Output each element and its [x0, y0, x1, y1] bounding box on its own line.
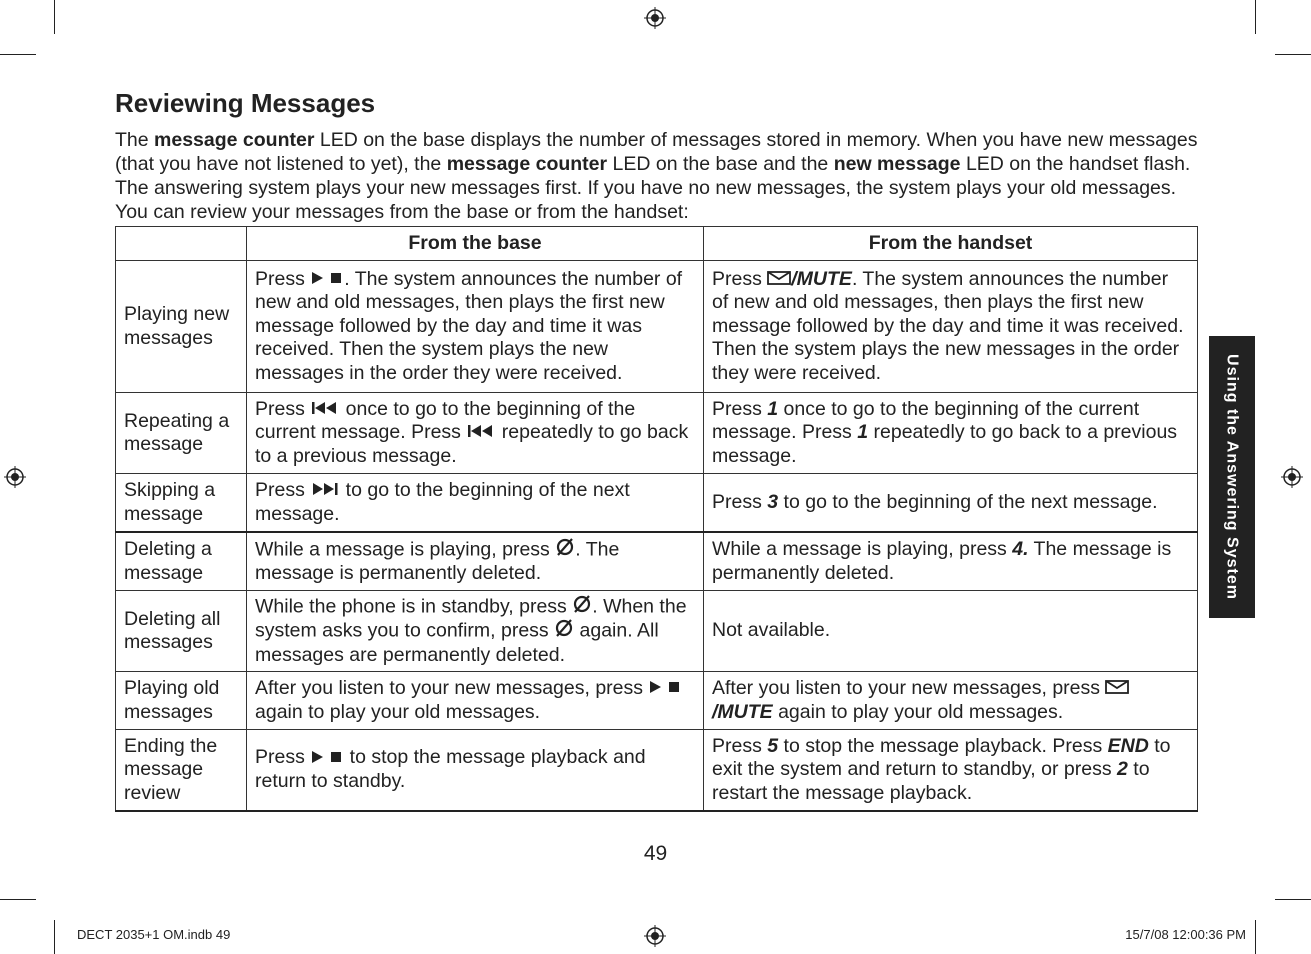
- cell-text: Press: [255, 746, 311, 769]
- key-label: 1: [767, 397, 779, 420]
- key-label: 4.: [1012, 538, 1029, 560]
- cell-text: Press: [712, 490, 768, 513]
- delete-icon: [555, 538, 575, 563]
- base-instructions: [247, 730, 704, 812]
- row-label: Ending the message review: [116, 730, 247, 812]
- row-label: Deleting all messages: [116, 591, 247, 672]
- cell-text: repeatedly to go back to a previous message.: [255, 421, 689, 467]
- footer-file: DECT 2035+1 OM.indb 49: [77, 927, 231, 942]
- crop-mark: [1255, 0, 1256, 34]
- crop-mark: [54, 0, 55, 34]
- cell-text: Press: [712, 397, 768, 420]
- delete-icon: [572, 595, 592, 620]
- cell-text: to go to the beginning of the next message.: [778, 490, 1158, 513]
- cell-text: . When the system asks you to confirm, press: [255, 595, 687, 642]
- cell-text: . The system announces the number of new and old messages, then plays the first new message followed by the day and time it was received. Then the system plays the new messages in the order they were received.: [255, 267, 683, 384]
- intro-text: LED on the handset flash. The answering system plays your new messages first. If you have no new messages, the system plays your old messages. You can review your messages from the base or from the handset:: [115, 153, 1191, 223]
- section-tab: [1209, 336, 1255, 618]
- header-cell: From the base: [247, 227, 704, 261]
- table-row: [116, 591, 1198, 672]
- registration-mark-icon: [644, 925, 666, 947]
- header-cell: From the handset: [704, 227, 1198, 261]
- key-label: /MUTE: [791, 267, 852, 290]
- skip-forward-icon: [310, 479, 340, 503]
- registration-mark-icon: [1281, 466, 1303, 488]
- cell-text: to stop the message playback. Press: [778, 734, 1108, 757]
- crop-mark: [54, 920, 55, 954]
- base-instructions: [247, 393, 704, 474]
- cell-text: After you listen to your new messages, press: [255, 676, 649, 699]
- cell-text: again to play your old messages.: [255, 700, 541, 723]
- table-header-row: [116, 227, 1198, 261]
- key-label: 1: [857, 421, 869, 444]
- base-instructions: [247, 474, 704, 533]
- bold-term: message counter: [446, 153, 608, 175]
- crop-mark: [1275, 899, 1311, 900]
- handset-instructions: [704, 532, 1198, 591]
- delete-icon: [554, 619, 574, 644]
- base-instructions: [247, 591, 704, 672]
- key-label: 3: [767, 490, 779, 513]
- skip-back-icon: [310, 398, 340, 422]
- crop-mark: [0, 899, 36, 900]
- cell-text: After you listen to your new messages, press: [712, 676, 1106, 699]
- cell-text: Press: [712, 267, 768, 290]
- crop-mark: [0, 54, 36, 55]
- cell-text: Press: [255, 267, 311, 290]
- row-label: Deleting a message: [116, 532, 247, 591]
- envelope-icon: [1105, 677, 1129, 701]
- key-label: 2: [1117, 758, 1128, 781]
- table-row: [116, 532, 1198, 591]
- handset-instructions: [704, 730, 1198, 812]
- registration-mark-icon: [4, 466, 26, 488]
- handset-instructions: [704, 261, 1198, 393]
- cell-text: again to play your old messages.: [772, 700, 1064, 723]
- cell-text: Press: [255, 397, 311, 420]
- envelope-icon: [767, 268, 791, 292]
- base-instructions: [247, 261, 704, 393]
- crop-mark: [1275, 54, 1311, 55]
- intro-text: LED on the base displays the number of messages stored in memory. When you have new messages (that you have not listened to yet), the: [115, 129, 1198, 175]
- cell-text: once to go to the beginning of the current message. Press: [255, 397, 636, 444]
- base-instructions: [247, 672, 704, 730]
- bold-term: message counter: [154, 129, 315, 151]
- row-label: Skipping a message: [116, 474, 247, 533]
- table-row: [116, 672, 1198, 730]
- base-instructions: [247, 532, 704, 591]
- row-label: Repeating a message: [116, 393, 247, 474]
- cell-text: While a message is playing, press: [255, 537, 556, 560]
- cell-text: While the phone is in standby, press: [255, 595, 573, 618]
- cell-text: . The message is permanently deleted.: [255, 537, 620, 584]
- cell-text: . The system announces the number of new and old messages, then plays the first new message followed by the day and time it was received. Then the system plays the new messages in the order they were received.: [712, 267, 1184, 384]
- header-cell: [116, 227, 247, 261]
- page-number: 49: [643, 842, 668, 865]
- cell-text: Press: [712, 734, 768, 757]
- play-stop-icon: [310, 268, 344, 292]
- footer-timestamp: 15/7/08 12:00:36 PM: [1125, 927, 1246, 942]
- intro-text: LED on the base and the: [607, 153, 834, 175]
- registration-mark-icon: [644, 7, 666, 29]
- cell-text: again. All messages are permanently deleted.: [255, 619, 659, 666]
- key-label: /MUTE: [712, 700, 773, 723]
- key-label: 5: [767, 734, 779, 757]
- table-row: [116, 393, 1198, 474]
- key-label: END: [1107, 734, 1149, 757]
- play-stop-icon: [648, 677, 682, 701]
- cell-text: to restart the message playback.: [712, 758, 1150, 804]
- bold-term: new message: [833, 153, 961, 175]
- handset-instructions: [704, 393, 1198, 474]
- cell-text: Not available.: [712, 619, 831, 642]
- cell-text: While a message is playing, press: [712, 538, 1013, 560]
- row-label: Playing old messages: [116, 672, 247, 730]
- cell-text: to exit the system and return to standby, or press: [712, 734, 1171, 781]
- handset-instructions: [704, 672, 1198, 730]
- cell-text: once to go to the beginning of the current message. Press: [712, 397, 1140, 444]
- cell-text: to stop the message playback and return to standby.: [255, 746, 646, 793]
- page-title: Reviewing Messages: [115, 88, 376, 118]
- table-row: [116, 730, 1198, 812]
- crop-mark: [1255, 920, 1256, 954]
- intro-text: The: [115, 129, 155, 151]
- cell-text: Press: [255, 478, 311, 501]
- cell-text: to go to the beginning of the next message.: [255, 478, 630, 525]
- review-table: [115, 226, 1198, 812]
- table-row: [116, 474, 1198, 533]
- handset-instructions: [704, 591, 1198, 672]
- handset-instructions: [704, 474, 1198, 533]
- row-label: Playing new messages: [116, 261, 247, 393]
- cell-text: The message is permanently deleted.: [712, 538, 1172, 584]
- table-row: [116, 261, 1198, 393]
- intro-paragraph: [115, 128, 1200, 224]
- skip-back-icon: [466, 421, 496, 445]
- section-tab-label: Using the Answering System: [1223, 354, 1241, 600]
- cell-text: repeatedly to go back to a previous message.: [712, 421, 1178, 467]
- play-stop-icon: [310, 747, 344, 771]
